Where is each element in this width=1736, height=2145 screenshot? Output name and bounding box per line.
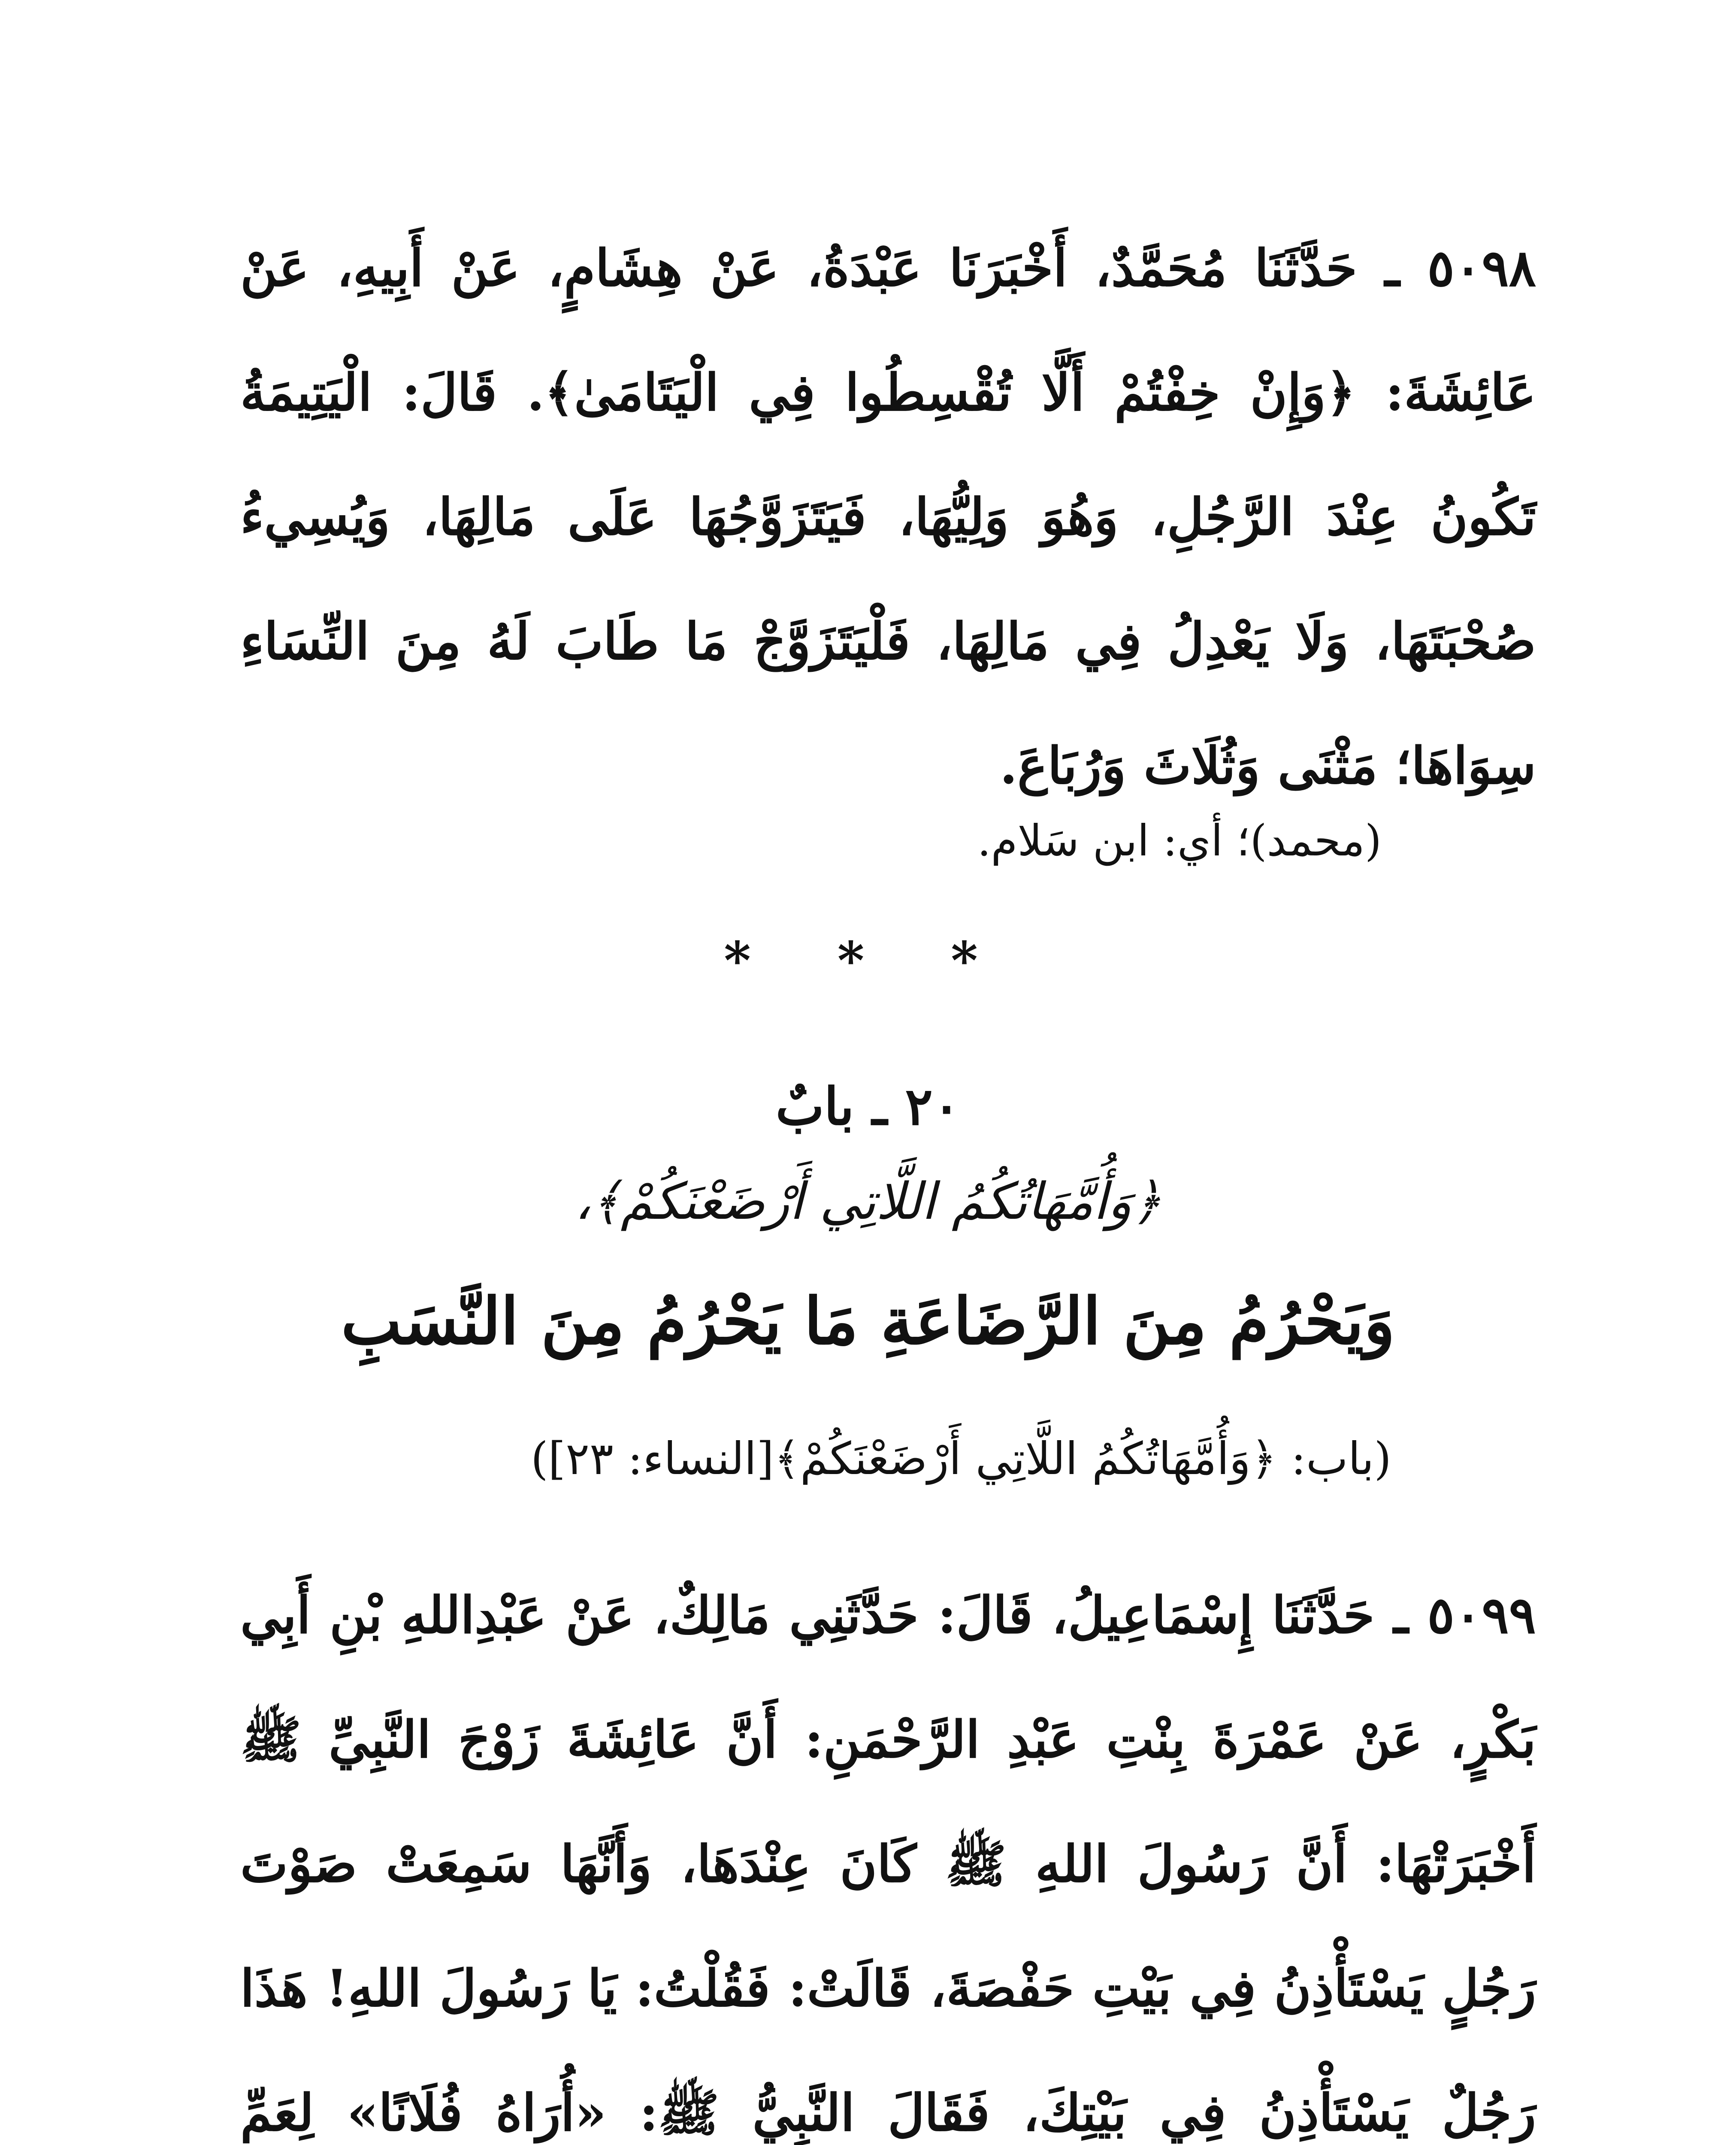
- hadith-5098-text: ٥٠٩٨ ـ حَدَّثَنَا مُحَمَّدٌ، أَخْبَرَنَا عَبْدَةُ، عَنْ هِشَامٍ، عَنْ أَبِيهِ، عَنْ عَائِشَةَ: ﴿وَإِنْ خِفْتُمْ أَلَّا تُقْسِطُوا فِي الْيَتَامَىٰ﴾. قَالَ: الْيَتِيمَةُ تَكُونُ عِنْدَ الرَّجُلِ، وَهُوَ وَلِيُّهَا، فَيَتَزَوَّجُهَا عَلَى مَالِهَا، وَيُسِيءُ صُحْبَتَهَا، وَلَا يَعْدِلُ فِي مَالِهَا، فَلْيَتَزَوَّجْ مَا طَابَ لَهُ مِنَ النِّسَاءِ سِوَاهَا؛ مَثْنَى وَثُلَاثَ وَرُبَاعَ.: [240, 238, 1536, 795]
- hadith-5099-text: ٥٠٩٩ ـ حَدَّثَنَا إِسْمَاعِيلُ، قَالَ: حَدَّثَنِي مَالِكٌ، عَنْ عَبْدِاللهِ بْنِ أَبِي بَكْرٍ، عَنْ عَمْرَةَ بِنْتِ عَبْدِ الرَّحْمَنِ: أَنَّ عَائِشَةَ زَوْجَ النَّبِيِّ ﷺ أَخْبَرَتْهَا: أَنَّ رَسُولَ اللهِ ﷺ كَانَ عِنْدَهَا، وَأَنَّهَا سَمِعَتْ صَوْتَ رَجُلٍ يَسْتَأْذِنُ فِي بَيْتِ حَفْصَةَ، قَالَتْ: فَقُلْتُ: يَا رَسُولَ اللهِ! هَذَا رَجُلٌ يَسْتَأْذِنُ فِي بَيْتِكَ، فَقَالَ النَّبِيُّ ﷺ: «أُرَاهُ فُلَانًا» لِعَمِّ: [240, 1585, 1536, 2142]
- hadith-5098-note: (محمد)؛ أي: ابن سَلام.: [977, 816, 1382, 866]
- chapter-title: وَيَحْرُمُ مِنَ الرَّضَاعَةِ مَا يَحْرُمُ مِنَ النَّسَبِ: [341, 1284, 1395, 1359]
- chapter-subtitle: (باب: ﴿وَأُمَّهَاتُكُمُ اللَّاتِي أَرْضَعْنَكُمْ﴾[النساء: ٢٣]): [530, 1432, 1392, 1485]
- chapter-heading-verse: ﴿وَأُمَّهَاتُكُمُ اللَّاتِي أَرْضَعْنَكُمْ﴾،: [575, 1172, 1161, 1231]
- section-separator: * * *: [724, 931, 1012, 991]
- chapter-heading-number: ٢٠ ـ بابٌ: [775, 1076, 961, 1137]
